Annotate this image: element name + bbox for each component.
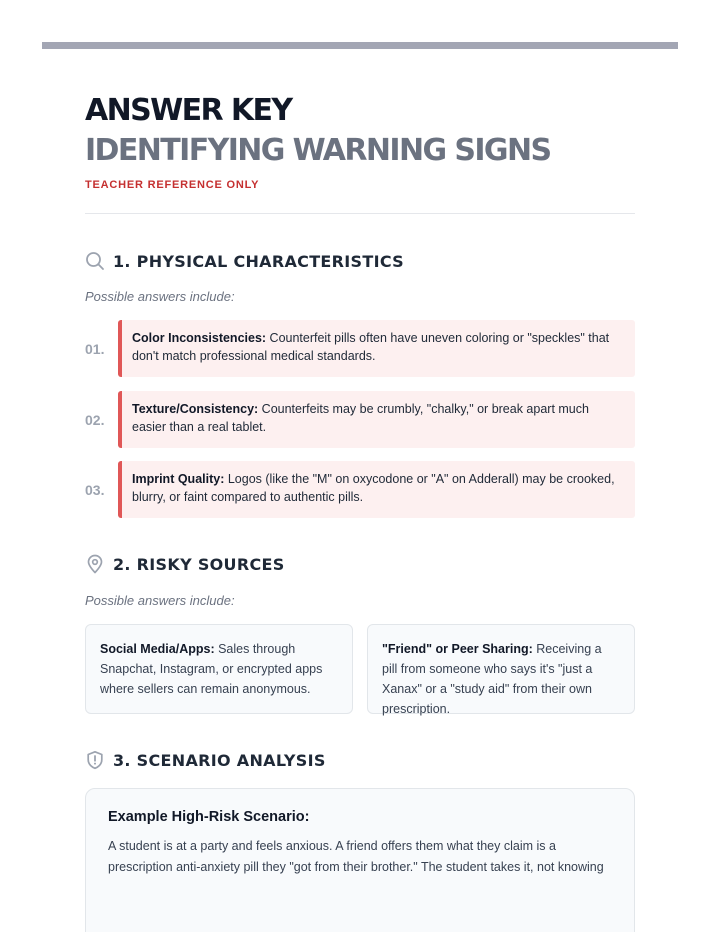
section-physical-title: 1. PHYSICAL CHARACTERISTICS — [113, 251, 404, 271]
scenario-title: Example High-Risk Scenario: — [108, 809, 310, 825]
section-sources-heading — [85, 554, 285, 574]
section-physical-heading — [85, 251, 404, 271]
teacher-reference-label: TEACHER REFERENCE ONLY — [85, 179, 260, 191]
header-divider — [85, 213, 635, 214]
answer-text: Counterfeits may be crumbly, "chalky," or break apart much easier than a real tablet. — [132, 402, 589, 434]
map-pin-icon — [85, 554, 105, 574]
answer-term: Texture/Consistency: — [132, 402, 259, 416]
section-physical-intro: Possible answers include: — [85, 289, 235, 304]
item-number: 01. — [85, 340, 105, 357]
answer-text: Counterfeit pills often have uneven coloring or "speckles" that don't match professional medical standards. — [132, 331, 610, 363]
top-accent-bar — [42, 42, 678, 49]
answer-card — [118, 320, 635, 377]
section-sources-title: 2. RISKY SOURCES — [113, 554, 285, 574]
list-item — [85, 320, 635, 377]
source-term: "Friend" or Peer Sharing: — [382, 642, 533, 656]
section-scenario-heading — [85, 750, 326, 770]
source-card-peer-sharing — [367, 624, 635, 714]
answer-card — [118, 391, 635, 448]
list-item — [85, 461, 635, 518]
section-scenario-title: 3. SCENARIO ANALYSIS — [113, 750, 326, 770]
answer-card — [118, 461, 635, 518]
source-card-social-media — [85, 624, 353, 714]
scenario-card — [85, 788, 635, 932]
source-text: Receiving a pill from someone who says it's "just a Xanax" or a "study aid" from their own prescription. — [382, 642, 602, 716]
answer-text: Logos (like the "M" on oxycodone or "A" on Adderall) may be crooked, blurry, or faint compared to authentic pills. — [132, 472, 615, 504]
answer-term: Color Inconsistencies: — [132, 331, 267, 345]
search-icon — [85, 251, 105, 271]
item-number: 03. — [85, 481, 105, 498]
section-sources-intro: Possible answers include: — [85, 593, 235, 608]
shield-alert-icon — [85, 750, 105, 770]
title-warning-signs: IDENTIFYING WARNING SIGNS — [85, 133, 551, 168]
item-number: 02. — [85, 411, 105, 428]
source-text: Sales through Snapchat, Instagram, or encrypted apps where sellers can remain anonymous. — [100, 642, 323, 696]
answer-term: Imprint Quality: — [132, 472, 225, 486]
source-term: Social Media/Apps: — [100, 642, 215, 656]
list-item — [85, 391, 635, 448]
title-answer-key: ANSWER KEY — [85, 93, 292, 128]
scenario-text: A student is at a party and feels anxious. A friend offers them what they claim is a prescription anti-anxiety pill they "got from their brother." The student takes it, not knowing — [108, 839, 604, 874]
